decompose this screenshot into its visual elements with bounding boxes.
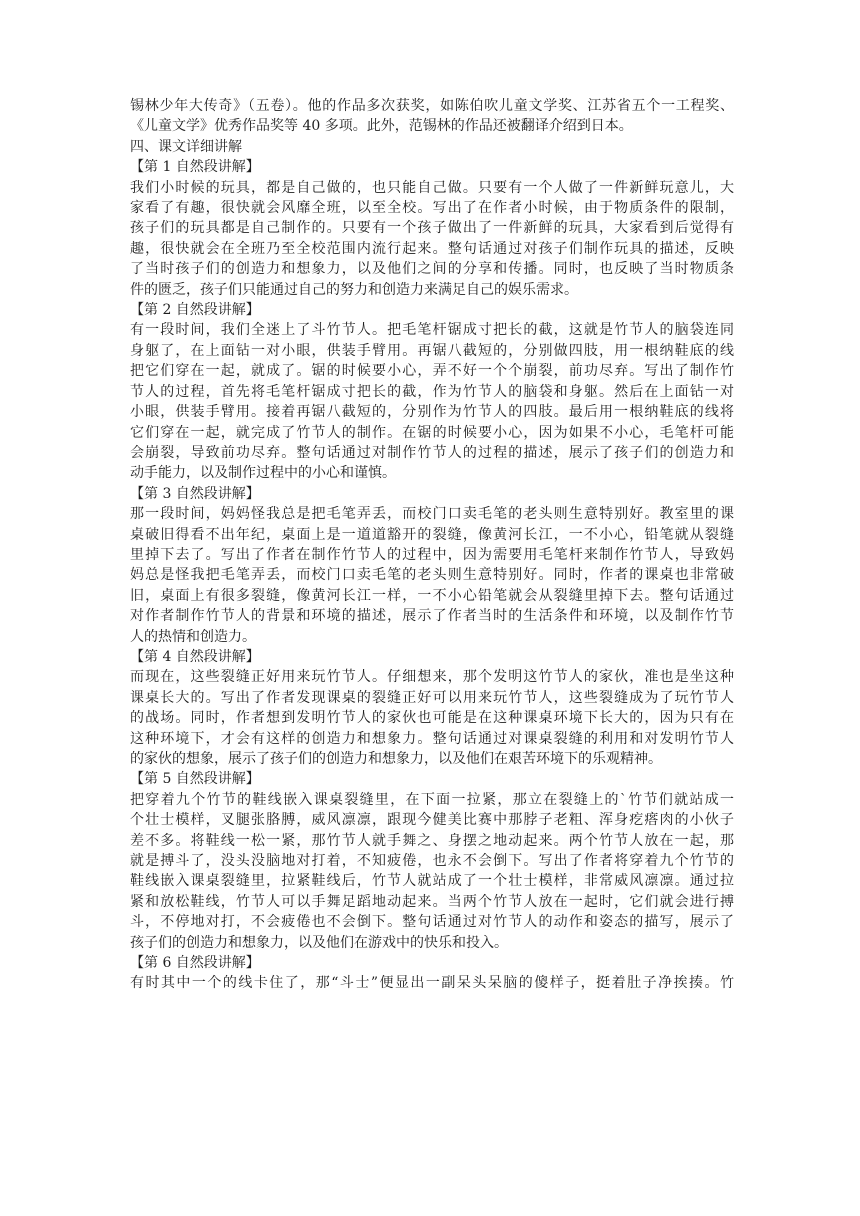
text-line: 我们小时候的玩具，都是自己做的，也只能自己做。只要有一个人做了一件新鲜玩意儿，大 bbox=[130, 179, 734, 196]
text-line: 把它们穿在一起，就成了。锯的时候要小心，弄不好一个个崩裂，前功尽弃。写出了制作竹 bbox=[130, 363, 734, 380]
text-line: 斗，不停地对打，不会疲倦也不会倒下。整句话通过对竹节人的动作和姿态的描写，展示了 bbox=[130, 914, 734, 931]
text-line: 动手能力，以及制作过程中的小心和谨慎。 bbox=[130, 465, 396, 482]
paragraph-heading: 【第 4 自然段讲解】 bbox=[130, 648, 260, 665]
text-line: 家看了有趣，很快就会风靡全班，以至全校。写出了在作者小时候，由于物质条件的限制， bbox=[130, 200, 734, 217]
paragraph-heading: 【第 6 自然段讲解】 bbox=[130, 955, 260, 972]
text-line: 了当时孩子们的创造力和想象力，以及他们之间的分享和传播。同时，也反映了当时物质条 bbox=[130, 261, 734, 278]
paragraph-body bbox=[130, 667, 734, 769]
paragraph-body bbox=[130, 973, 734, 993]
text-line: 这种环境下，才会有这样的创造力和想象力。整句话通过对课桌裂缝的利用和对发明竹节人 bbox=[130, 730, 734, 747]
text-line: 那一段时间，妈妈怪我总是把毛笔弄丢，而校门口卖毛笔的老头则生意特别好。教室里的课 bbox=[130, 506, 734, 523]
text-line: 的家伙的想象，展示了孩子们的创造力和想象力，以及他们在艰苦环境下的乐观精神。 bbox=[130, 751, 662, 767]
text-line: 鞋线嵌入课桌裂缝里，拉紧鞋线后，竹节人就站成了一个壮士模样，非常威风凛凛。通过拉 bbox=[130, 873, 734, 890]
paragraph-heading: 【第 2 自然段讲解】 bbox=[130, 302, 260, 319]
paragraph-body bbox=[130, 320, 734, 483]
intro-paragraph bbox=[130, 96, 734, 137]
text-line: 《儿童文学》优秀作品奖等 40 多项。此外，范锡林的作品还被翻译介绍到日本。 bbox=[130, 118, 633, 135]
document-page bbox=[130, 96, 734, 994]
paragraph-body bbox=[130, 178, 734, 300]
text-line: 差不多。将鞋线一松一紧，那竹节人就手舞之、身摆之地动起来。两个竹节人放在一起，那 bbox=[130, 832, 734, 849]
text-line: 件的匮乏，孩子们只能通过自己的努力和创造力来满足自己的娱乐需求。 bbox=[130, 281, 578, 298]
text-line: 会崩裂，导致前功尽弃。整句话通过对制作竹节人的过程的描述，展示了孩子们的创造力和 bbox=[130, 444, 734, 461]
text-line: 课桌长大的。写出了作者发现课桌的裂缝正好可以用来玩竹节人，这些裂缝成为了玩竹节人 bbox=[130, 689, 734, 706]
section-heading: 四、课文详细讲解 bbox=[130, 138, 242, 155]
text-line: 它们穿在一起，就完成了竹节人的制作。在锯的时候要小心，因为如果不小心，毛笔杆可能 bbox=[130, 424, 734, 441]
text-line: 把穿着九个竹节的鞋线嵌入课桌裂缝里，在下面一拉紧，那立在裂缝上的`竹节们就站成一 bbox=[130, 791, 734, 808]
text-line: 紧和放松鞋线，竹节人可以手舞足蹈地动起来。当两个竹节人放在一起时，它们就会进行搏 bbox=[130, 893, 734, 910]
text-line: 的战场。同时，作者想到发明竹节人的家伙也可能是在这种课桌环境下长大的，因为只有在 bbox=[130, 710, 734, 727]
text-line: 人的热情和创造力。 bbox=[130, 628, 256, 645]
text-line: 个壮士模样，叉腿张胳膊，威风凛凛，跟现今健美比赛中那脖子老粗、浑身疙瘩肉的小伙子 bbox=[130, 812, 734, 829]
text-line: 身躯了，在上面钻一对小眼，供装手臂用。再锯八截短的，分别做四肢，用一根纳鞋底的线 bbox=[130, 342, 734, 359]
paragraph-heading: 【第 5 自然段讲解】 bbox=[130, 771, 260, 788]
paragraph-heading: 【第 3 自然段讲解】 bbox=[130, 485, 260, 502]
text-line: 锡林少年大传奇》（五卷）。他的作品多次获奖，如陈伯吹儿童文学奖、江苏省五个一工程奖、 bbox=[130, 98, 734, 114]
text-line: 旧，桌面上有很多裂缝，像黄河长江一样，一不小心铅笔就会从裂缝里掉下去。整句话通过 bbox=[130, 587, 734, 604]
text-line: 桌破旧得看不出年纪，桌面上是一道道豁开的裂缝，像黄河长江，一不小心，铅笔就从裂缝 bbox=[130, 526, 734, 543]
text-line: 妈总是怪我把毛笔弄丢，而校门口卖毛笔的老头则生意特别好。同时，作者的课桌也非常破 bbox=[130, 567, 734, 584]
text-line: 有一段时间，我们全迷上了斗竹节人。把毛笔杆锯成寸把长的截，这就是竹节人的脑袋连同 bbox=[130, 322, 734, 339]
text-line: 有时其中一个的线卡住了，那“斗士”便显出一副呆头呆脑的傻样子，挺着肚子净挨揍。竹 bbox=[130, 975, 734, 992]
text-line: 节人的过程，首先将毛笔杆锯成寸把长的截，作为竹节人的脑袋和身躯。然后在上面钻一对 bbox=[130, 383, 734, 400]
text-line: 小眼，供装手臂用。接着再锯八截短的，分别作为竹节人的四肢。最后用一根纳鞋底的线将 bbox=[130, 404, 734, 421]
text-line: 趣，很快就会在全班乃至全校范围内流行起来。整句话通过对孩子们制作玩具的描述，反映 bbox=[130, 240, 734, 257]
paragraph-body bbox=[130, 504, 734, 647]
text-line: 孩子们的创造力和想象力，以及他们在游戏中的快乐和投入。 bbox=[130, 934, 508, 951]
text-line: 就是搏斗了，没头没脑地对打着，不知疲倦，也永不会倒下。写出了作者将穿着九个竹节的 bbox=[130, 853, 734, 870]
paragraph-body bbox=[130, 790, 734, 953]
text-line: 对作者制作竹节人的背景和环境的描述，展示了作者当时的生活条件和环境，以及制作竹节 bbox=[130, 608, 734, 625]
paragraph-heading: 【第 1 自然段讲解】 bbox=[130, 159, 260, 176]
text-line: 里掉下去了。写出了作者在制作竹节人的过程中，因为需要用毛笔杆来制作竹节人，导致妈 bbox=[130, 546, 734, 563]
text-line: 而现在，这些裂缝正好用来玩竹节人。仔细想来，那个发明这竹节人的家伙，准也是坐这种 bbox=[130, 669, 734, 686]
text-line: 孩子们的玩具都是自己制作的。只要有一个孩子做出了一件新鲜的玩具，大家看到后觉得有 bbox=[130, 220, 734, 237]
